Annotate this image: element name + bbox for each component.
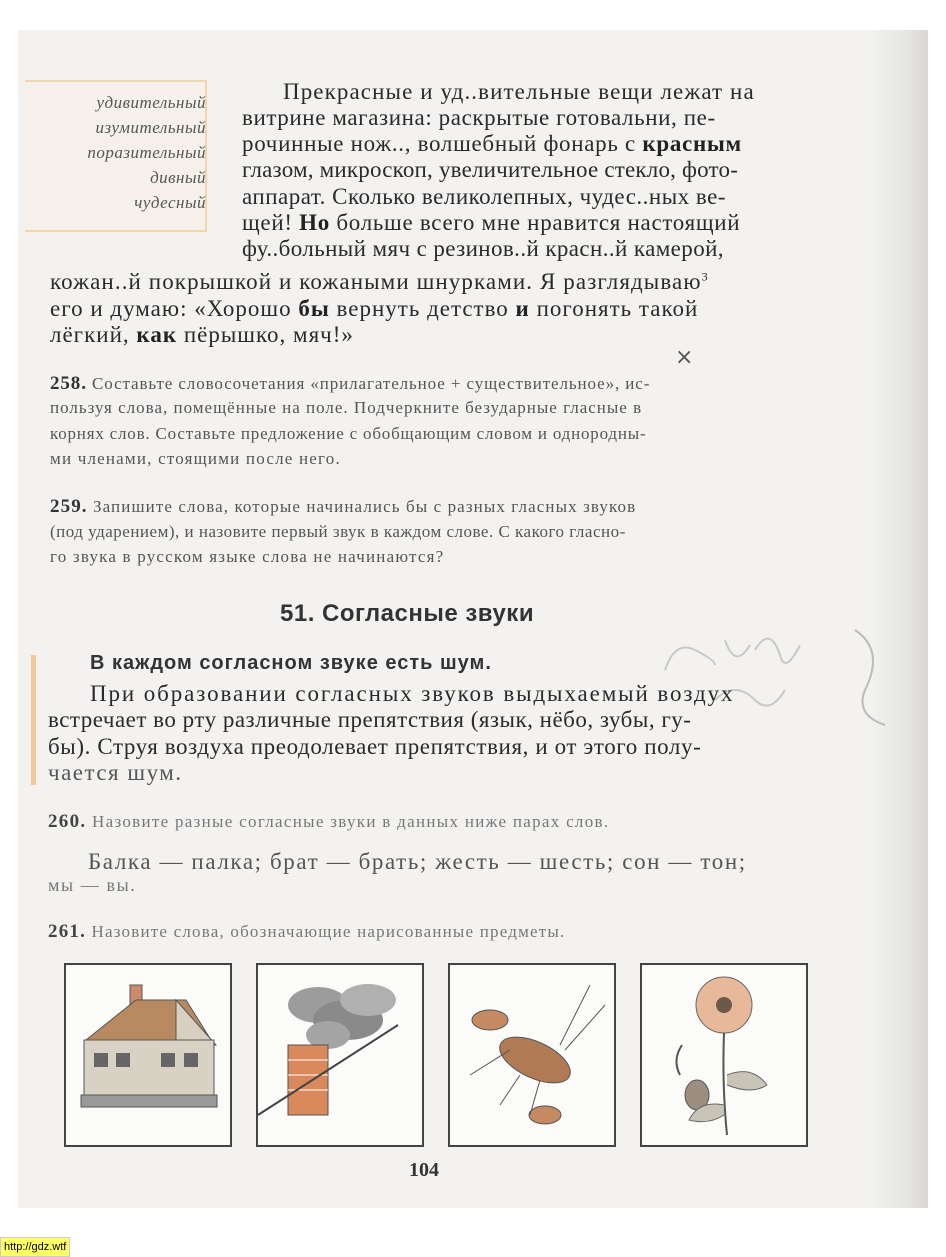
text-line: фу..больный мяч с резинов..й красн..й камерой, (242, 236, 724, 261)
exercise-261-line: 261. Назовите слова, обозначающие нарисованные предметы. (48, 921, 566, 942)
pencil-scribble (655, 610, 915, 730)
synonym-word: поразительный (87, 143, 206, 162)
rule-heading: В каждом согласном звуке есть шум. (90, 652, 492, 674)
exercise-258-line: 258. Составьте словосочетания «прилагательное + существительное», ис- (50, 373, 651, 394)
exercise-260-line: 260. Назовите разные согласные звуки в данных ниже парах слов. (48, 811, 610, 832)
rule-line: встречает во рту различные препятствия (язык, нёбо, зубы, гу- (48, 707, 692, 732)
house-picture (64, 963, 232, 1147)
synonym-word: удивительный (96, 93, 206, 112)
exercise-258-line: ми членами, стоящими после него. (50, 449, 341, 468)
text-line: рочинные нож.., волшебный фонарь с красным (242, 131, 742, 156)
text-line: кожан..й покрышкой и кожаными шнурками. Я разглядываю$^3$ (50, 269, 709, 294)
rule-line: чается шум. (48, 760, 183, 785)
exercise-260-words: мы — вы. (48, 875, 137, 895)
section-title: 51. Согласные звуки (280, 600, 535, 627)
text-line: его и думаю: «Хорошо бы вернуть детство и погонять такой (50, 296, 699, 321)
poppy-picture (640, 963, 808, 1147)
exercise-259-line: го звука в русском языке слова не начинаются? (50, 547, 445, 566)
exercise-258-line: корнях слов. Составьте предложение с обобщающим словом и однородны- (50, 424, 647, 443)
exercise-260-words: Балка — палка; брат — брать; жесть — шесть; сон — тон; (88, 849, 747, 874)
synonym-word: дивный (150, 168, 206, 187)
rule-marker-bar (31, 655, 36, 785)
text-line: щей! Но больше всего мне нравится настоящий (242, 210, 741, 235)
synonym-word: изумительный (95, 118, 206, 137)
exercise-259-line: (под ударением), и назовите первый звук в каждом слове. С какого гласно- (50, 522, 626, 541)
exercise-259-line: 259. Запишите слова, которые начинались бы с разных гласных звуков (50, 496, 637, 517)
watermark-link[interactable]: http://gdz.wtf (0, 1237, 70, 1257)
text-line: витрине магазина: раскрытые готовальни, пе- (242, 105, 716, 130)
synonym-word: чудесный (134, 193, 206, 212)
text-line: Прекрасные и уд..вительные вещи лежат на (283, 79, 755, 104)
rule-line: бы). Струя воздуха преодолевает препятствия, и от этого полу- (48, 734, 702, 759)
text-line: глазом, микроскоп, увеличительное стекло, фото- (242, 157, 739, 182)
text-line: аппарат. Сколько великолепных, чудес..ных ве- (242, 184, 727, 209)
pencil-x-mark: × (675, 345, 694, 370)
exercise-258-line: пользуя слова, помещённые на поле. Подчеркните безударные гласные в (50, 398, 643, 417)
page-number: 104 (409, 1159, 439, 1181)
chimney-smoke-picture (256, 963, 424, 1147)
rule-line: При образовании согласных звуков выдыхаемый воздух (90, 681, 735, 706)
text-line: лёгкий, как пёрышко, мяч!» (50, 322, 354, 347)
crayfish-picture (448, 963, 616, 1147)
